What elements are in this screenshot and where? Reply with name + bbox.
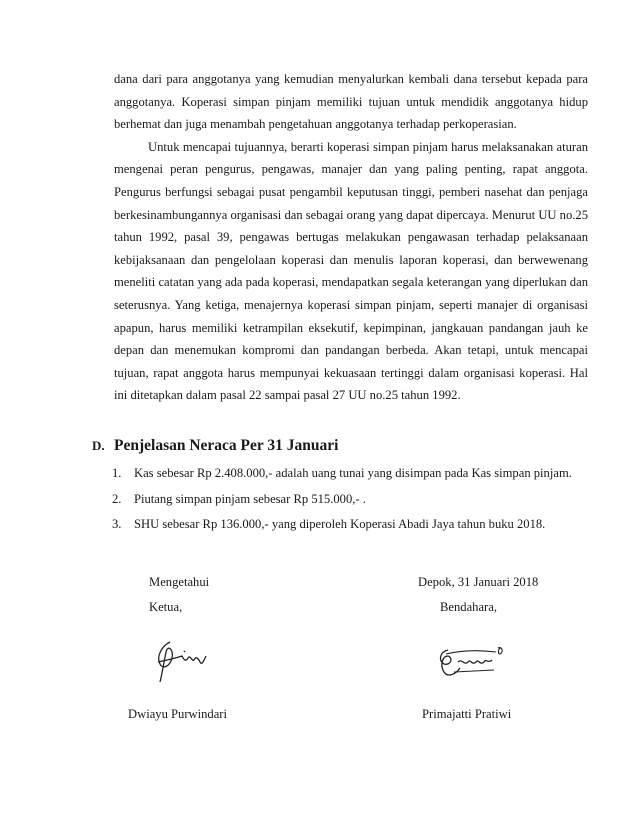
list-item-text: Piutang simpan pinjam sebesar Rp 515.000,- .	[134, 491, 366, 506]
paragraph-2: Untuk mencapai tujuannya, berarti koperasi simpan pinjam harus melaksanakan aturan mengenai peran pengurus, pengawas, manajer dan yang paling penting, rapat anggota. Pengurus berfungsi sebagai pusat pengambil keputusan tinggi, pemberi nasehat dan penjaga berkesinambungannya organisasi dan sebagai orang yang dapat dipercaya. Menurut UU no.25 tahun 1992, pasal 39, pengawas bertugas melakukan pengawasan terhadap pelaksanaan kebijaksanaan dan pengelolaan koperasi dan menulis laporan koperasi, dan berwewenang meneliti catatan yang ada pada koperasi, mendapatkan segala keterangan yang diperlukan dan seterusnya. Yang ketiga, menajernya koperasi simpan pinjam, seperti manajer di organisasi apapun, harus memiliki ketrampilan eksekutif, kepimpinan, jangkauan pandangan jauh ke depan dan menemukan kompromi dan pandangan berbeda. Akan tetapi, untuk mencapai tujuan, rapat anggota harus mempunyai kekuasaan tertinggi dalam organisasi koperasi. Hal ini ditetapkan dalam pasal 22 sampai pasal 27 UU no.25 tahun 1992.	[114, 139, 588, 403]
treasurer-name: Primajatti Pratiwi	[422, 707, 512, 721]
treasurer-role: Bendahara,	[440, 600, 497, 614]
chairman-name: Dwiayu Purwindari	[128, 707, 227, 721]
list-item-number: 1.	[112, 466, 122, 480]
list-item	[112, 512, 592, 538]
section-heading	[92, 437, 572, 455]
balance-explanation-list	[112, 461, 592, 538]
chairman-role: Ketua,	[149, 600, 183, 614]
section-title: Penjelasan Neraca Per 31 Januari	[114, 437, 339, 454]
list-item-number: 3.	[112, 517, 122, 531]
signature-right-icon	[434, 642, 510, 682]
signature-block-right	[418, 570, 588, 620]
signature-left-icon	[148, 636, 210, 686]
list-item	[112, 461, 592, 487]
list-item-text: SHU sebesar Rp 136.000,- yang diperoleh Koperasi Abadi Jaya tahun buku 2018.	[134, 517, 546, 531]
signature-block-left	[149, 570, 209, 620]
list-item	[112, 487, 592, 513]
place-date: Depok, 31 Januari 2018	[418, 575, 539, 589]
list-item-number: 2.	[112, 491, 122, 506]
section-letter: D.	[92, 438, 105, 453]
paragraph-1: dana dari para anggotanya yang kemudian menyalurkan kembali dana tersebut kepada para anggotanya. Koperasi simpan pinjam memiliki tujuan untuk mendidik anggotanya hidup berhemat dan juga menambah pengetahuan anggotanya terhadap perkoperasian.	[114, 72, 588, 132]
list-item-text: Kas sebesar Rp 2.408.000,- adalah uang tunai yang disimpan pada Kas simpan pinjam.	[134, 466, 572, 480]
acknowledge-label: Mengetahui	[149, 575, 210, 589]
body-text	[114, 68, 588, 407]
